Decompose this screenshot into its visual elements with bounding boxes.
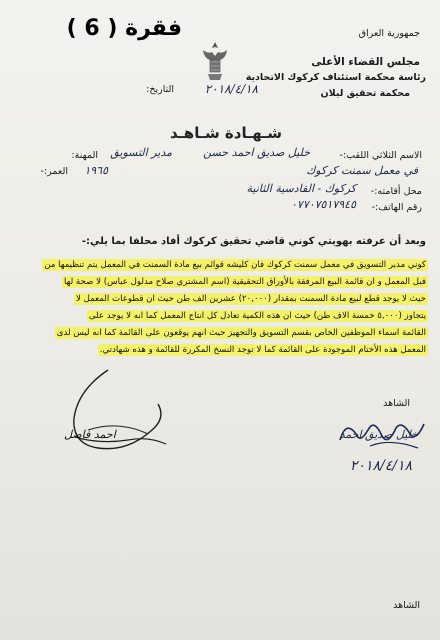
bottom-witness-label: الشاهد xyxy=(393,600,420,611)
iraq-emblem-icon xyxy=(200,40,230,84)
judge-signature xyxy=(48,360,208,460)
name-value: خليل صديق احمد حسن xyxy=(203,146,310,159)
header-court: محكمة تحقيق ليلان xyxy=(320,88,410,99)
age-label: العمر:- xyxy=(40,166,68,177)
residence-value: كركوك - القادسية الثانية xyxy=(246,182,356,195)
statement-line: كوني مدير التسويق في معمل سمنت كركوك فان كليشه قوائم بيع مادة السمنت في المعمل يتم تنظيمها من xyxy=(44,260,426,270)
header-presidency: رئاسة محكمة استئناف كركوك الاتحادية xyxy=(245,72,426,83)
age-value: ١٩٦٥ xyxy=(84,164,108,177)
statement-intro: وبعد أن عرفته بهويتي كوني قاضي تحقيق كركوك أفاد محلفا بما يلي:- xyxy=(81,236,426,247)
date-label: التاريخ: xyxy=(146,84,174,95)
statement-line: المعمل هذه الأختام الموجودة على القائمة كما لا توجد النسخ المكررة للقائمة و هذه شهادتي. xyxy=(99,345,426,355)
phone-label: رقم الهاتف:- xyxy=(371,202,422,213)
phone-value: ٠٧٧٠٧٥١٧٩٤٥ xyxy=(291,198,356,211)
statement-line: القائمة اسماء الموظفين الخاص بقسم التسويق والتجهيز حيث انهم يوقعون على القائمة كما انه ليس لدى xyxy=(56,328,426,338)
witness-signature-name: خليل صديق احمد xyxy=(339,428,418,441)
date-value: ٢٠١٨/٤/١٨ xyxy=(204,82,258,96)
witness-label: الشاهد xyxy=(383,398,410,409)
header-council: مجلس القضاء الأعلى xyxy=(311,56,420,68)
statement-line: حيث لا يوجد قطع لبيع مادة السمنت بمقدار (٢٠,٠٠٠) عشرين الف طن حيث ان قطوعات المعمل لا xyxy=(76,294,426,304)
page-title: شـهـادة شـاهـد xyxy=(170,124,283,142)
statement-body xyxy=(10,258,428,360)
header-republic: جمهورية العراق xyxy=(358,28,420,39)
paragraph-tag: فقرة ( 6 ) xyxy=(66,16,182,41)
statement-line: يتجاوز (٥,٠٠٠ خمسة الاف طن) حيث ان هذه الكمية تعادل كل انتاج المعمل كما انه لا يوجد على xyxy=(88,311,426,321)
name-label: الاسم الثلاثي اللقب:- xyxy=(339,150,422,161)
judge-signature-name: احمد فاضل xyxy=(64,428,116,441)
profession-value: مدير التسويق xyxy=(110,146,172,159)
workplace-value: في معمل سمنت كركوك xyxy=(306,164,418,177)
residence-label: محل أقامته:- xyxy=(370,186,422,197)
signature-date: ٢٠١٨/٤/١٨ xyxy=(349,458,412,474)
profession-label: المهنة: xyxy=(71,150,98,161)
statement-line: قبل المعمل و ان قائمة البيع المرفقة بالأوراق التحقيقية (اسم المشتري صلاح مدلول عباس) لا صحة لها xyxy=(64,277,426,287)
